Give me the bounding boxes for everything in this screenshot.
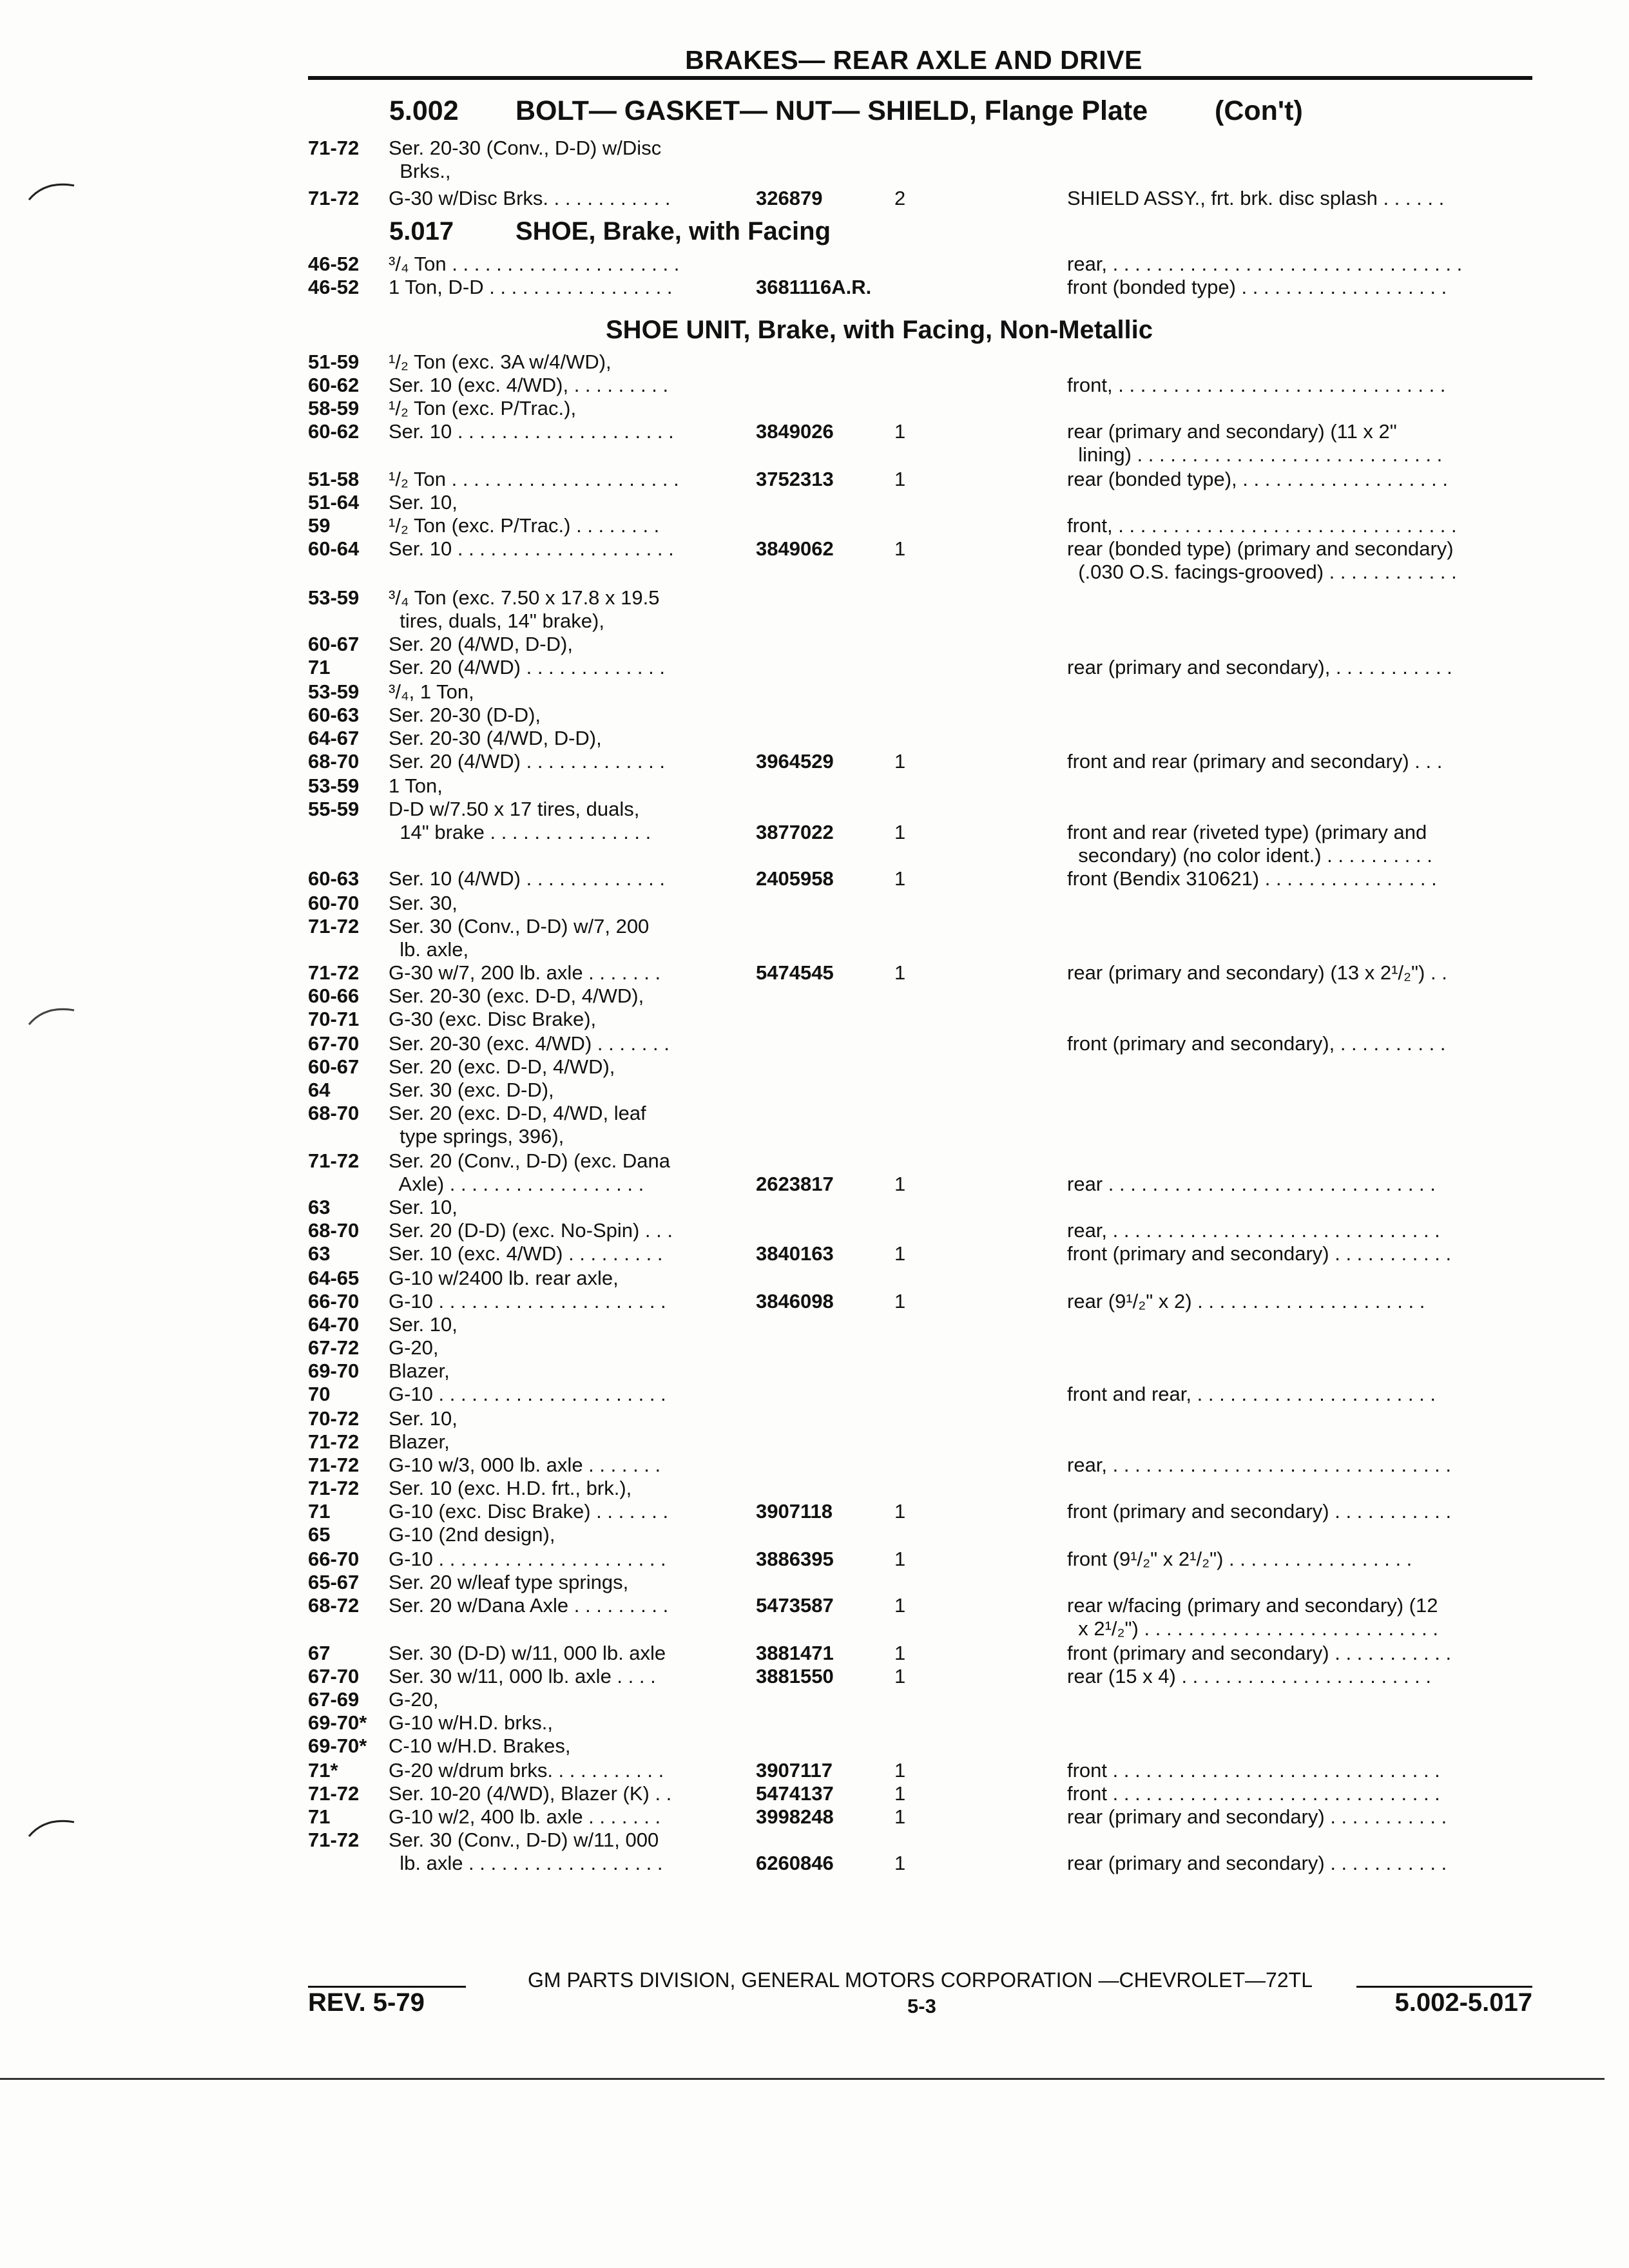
quantity-cell: 1 [894, 1500, 906, 1523]
year-range-cell: 53-59 [308, 774, 360, 797]
year-range-cell: 59 [308, 514, 331, 537]
table-row [308, 1523, 1532, 1546]
description-cell: (.030 O.S. facings-grooved) . . . . . . . . . . . . [1067, 561, 1457, 583]
table-row [308, 1173, 1532, 1196]
table-row [308, 1665, 1532, 1688]
quantity-cell: 1 [894, 1548, 906, 1570]
table-row [308, 1500, 1532, 1523]
model-cell: Ser. 20-30 (Conv., D-D) w/Disc [389, 137, 662, 159]
year-range-cell: 51-64 [308, 491, 360, 514]
description-cell: front and rear (primary and secondary) . . . [1067, 750, 1443, 773]
year-range-cell: 64-70 [308, 1313, 360, 1336]
table-row [308, 187, 1532, 210]
footer-revision: REV. 5-79 [308, 1988, 425, 2017]
table-row [308, 537, 1532, 561]
part-number-cell: 326879 [756, 187, 823, 209]
description-cell: front (9¹/₂" x 2¹/₂") . . . . . . . . . . . . . . . . . [1067, 1548, 1412, 1570]
quantity-cell: 1 [894, 867, 906, 890]
model-cell: ¹/₂ Ton (exc. P/Trac.), [389, 397, 577, 419]
year-range-cell: 60-67 [308, 633, 360, 655]
year-range-cell: 71* [308, 1759, 338, 1782]
table-row [308, 1735, 1532, 1758]
year-range-cell: 70 [308, 1383, 331, 1405]
section-cont-label: (Con't) [1215, 95, 1303, 126]
model-cell: G-10 (exc. Disc Brake) . . . . . . . [389, 1500, 669, 1523]
model-cell: Blazer, [389, 1430, 450, 1453]
table-row [308, 610, 1532, 633]
description-cell: x 2¹/₂") . . . . . . . . . . . . . . . . . . . . . . . . . . . [1067, 1617, 1438, 1640]
year-range-cell: 68-70 [308, 750, 360, 773]
description-cell: lining) . . . . . . . . . . . . . . . . . . . . . . . . . . . . [1067, 443, 1443, 466]
model-cell: Ser. 20 w/Dana Axle . . . . . . . . . [389, 1594, 669, 1617]
table-row [308, 397, 1532, 420]
year-range-cell: 68-70 [308, 1102, 360, 1124]
margin-mark-2 [26, 999, 77, 1031]
description-cell: rear (15 x 4) . . . . . . . . . . . . . . . . . . . . . . . [1067, 1665, 1432, 1687]
year-range-cell: 58-59 [308, 397, 360, 419]
year-range-cell: 66-70 [308, 1548, 360, 1570]
year-range-cell: 71-72 [308, 1829, 360, 1851]
table-row [308, 892, 1532, 915]
year-range-cell: 67-70 [308, 1665, 360, 1687]
description-cell: rear (9¹/₂" x 2) . . . . . . . . . . . . . . . . . . . . . [1067, 1290, 1425, 1312]
model-cell: Ser. 20-30 (exc. D-D, 4/WD), [389, 985, 644, 1007]
quantity-cell: 1 [894, 750, 906, 773]
year-range-cell: 71-72 [308, 1149, 360, 1172]
year-range-cell: 71-72 [308, 1782, 360, 1805]
description-cell: rear (primary and secondary) . . . . . . . . . . . [1067, 1852, 1447, 1874]
table-row [308, 514, 1532, 537]
table-row [308, 1079, 1532, 1102]
table-row [308, 1407, 1532, 1430]
part-number-cell: 2405958 [756, 867, 834, 890]
part-number-cell: 5474545 [756, 961, 834, 984]
description-cell: rear w/facing (primary and secondary) (12 [1067, 1594, 1438, 1617]
year-range-cell: 71-72 [308, 137, 360, 159]
table-row [308, 1383, 1532, 1406]
model-cell: Ser. 20 w/leaf type springs, [389, 1571, 629, 1593]
table-row [308, 1430, 1532, 1454]
quantity-cell: 1 [894, 468, 906, 490]
description-cell: front . . . . . . . . . . . . . . . . . . . . . . . . . . . . . . [1067, 1759, 1440, 1782]
part-number-cell: 3846098 [756, 1290, 834, 1312]
model-cell: Ser. 10, [389, 1407, 458, 1430]
part-number-cell: 3907118 [756, 1500, 833, 1523]
model-cell: Ser. 30 (Conv., D-D) w/11, 000 [389, 1829, 659, 1851]
model-cell: Ser. 10, [389, 1313, 458, 1336]
table-row [308, 1688, 1532, 1711]
description-cell: rear (primary and secondary), . . . . . . . . . . . [1067, 656, 1452, 678]
part-number-cell: 3881550 [756, 1665, 834, 1687]
year-range-cell: 46-52 [308, 253, 360, 275]
model-cell: G-10 w/H.D. brks., [389, 1711, 553, 1734]
model-cell: Ser. 10 (exc. 4/WD) . . . . . . . . . [389, 1242, 663, 1265]
quantity-cell: 1 [894, 537, 906, 560]
table-row [308, 1782, 1532, 1805]
table-row [308, 1571, 1532, 1594]
table-row [308, 1032, 1532, 1055]
model-cell: Ser. 30, [389, 892, 458, 914]
table-row [308, 680, 1532, 704]
table-row [308, 1125, 1532, 1148]
table-row [308, 633, 1532, 656]
quantity-cell: 1 [894, 1242, 906, 1265]
table-row [308, 867, 1532, 890]
quantity-cell: 1 [894, 1594, 906, 1617]
model-cell: Ser. 10-20 (4/WD), Blazer (K) . . [389, 1782, 672, 1805]
year-range-cell: 60-62 [308, 420, 360, 443]
quantity-cell: 1 [894, 420, 906, 443]
model-cell: Brks., [389, 160, 451, 182]
year-range-cell: 51-59 [308, 351, 360, 373]
year-range-cell: 60-66 [308, 985, 360, 1007]
model-cell: G-10 w/2, 400 lb. axle . . . . . . . [389, 1805, 661, 1828]
year-range-cell: 66-70 [308, 1290, 360, 1312]
quantity-cell: 1 [894, 1852, 906, 1874]
description-cell: front, . . . . . . . . . . . . . . . . . . . . . . . . . . . . . . . [1067, 514, 1457, 537]
part-number-cell: 3964529 [756, 750, 834, 773]
model-cell: Ser. 20-30 (4/WD, D-D), [389, 727, 602, 749]
table-row [308, 351, 1532, 374]
table-row [308, 1313, 1532, 1336]
model-cell: Ser. 30 (D-D) w/11, 000 lb. axle [389, 1642, 666, 1664]
model-cell: G-20 w/drum brks. . . . . . . . . . . [389, 1759, 664, 1782]
year-range-cell: 63 [308, 1196, 331, 1218]
table-row [308, 1642, 1532, 1665]
subsection-shoe-unit-title: SHOE UNIT, Brake, with Facing, Non-Metallic [606, 316, 1153, 344]
model-cell: lb. axle, [389, 938, 469, 961]
description-cell: rear (primary and secondary) (13 x 2¹/₂") . . [1067, 961, 1447, 984]
table-row [308, 253, 1532, 276]
description-cell: rear, . . . . . . . . . . . . . . . . . . . . . . . . . . . . . . [1067, 1219, 1440, 1242]
description-cell: front (Bendix 310621) . . . . . . . . . . . . . . . . [1067, 867, 1437, 890]
year-range-cell: 71 [308, 1805, 331, 1828]
model-cell: G-20, [389, 1336, 439, 1359]
model-cell: G-10 . . . . . . . . . . . . . . . . . . . . . [389, 1290, 666, 1312]
table-row [308, 374, 1532, 397]
model-cell: G-10 . . . . . . . . . . . . . . . . . . . . . [389, 1383, 666, 1405]
year-range-cell: 71 [308, 656, 331, 678]
description-cell: front . . . . . . . . . . . . . . . . . . . . . . . . . . . . . . [1067, 1782, 1440, 1805]
model-cell: Ser. 20 (4/WD) . . . . . . . . . . . . . [389, 656, 665, 678]
table-row [308, 1008, 1532, 1031]
table-row [308, 1290, 1532, 1313]
model-cell: G-10 w/3, 000 lb. axle . . . . . . . [389, 1454, 661, 1476]
description-cell: front and rear (riveted type) (primary and [1067, 821, 1427, 843]
description-cell: front and rear, . . . . . . . . . . . . . . . . . . . . . . [1067, 1383, 1436, 1405]
model-cell: Ser. 30 w/11, 000 lb. axle . . . . [389, 1665, 656, 1687]
model-cell: Ser. 20 (4/WD) . . . . . . . . . . . . . [389, 750, 665, 773]
table-row [308, 137, 1532, 160]
table-row [308, 491, 1532, 514]
year-range-cell: 60-63 [308, 704, 360, 726]
model-cell: Ser. 30 (exc. D-D), [389, 1079, 554, 1101]
model-cell: ³/₄ Ton (exc. 7.50 x 17.8 x 19.5 [389, 586, 660, 609]
year-range-cell: 60-63 [308, 867, 360, 890]
table-row [308, 1829, 1532, 1852]
model-cell: G-10 (2nd design), [389, 1523, 555, 1546]
part-number-cell: 3840163 [756, 1242, 834, 1265]
model-cell: Axle) . . . . . . . . . . . . . . . . . . [389, 1173, 644, 1195]
table-row [308, 276, 1532, 299]
year-range-cell: 68-72 [308, 1594, 360, 1617]
description-cell: front, . . . . . . . . . . . . . . . . . . . . . . . . . . . . . . [1067, 374, 1446, 396]
part-number-cell: 3849062 [756, 537, 834, 560]
bottom-rule [0, 2078, 1605, 2080]
year-range-cell: 60-64 [308, 537, 360, 560]
year-range-cell: 53-59 [308, 586, 360, 609]
model-cell: G-10 w/2400 lb. rear axle, [389, 1267, 619, 1289]
year-range-cell: 70-72 [308, 1407, 360, 1430]
description-cell: front (primary and secondary), . . . . . . . . . . [1067, 1032, 1446, 1055]
quantity-cell: 2 [894, 187, 906, 209]
table-row [308, 561, 1532, 584]
model-cell: Ser. 10, [389, 491, 458, 514]
model-cell: Ser. 20 (Conv., D-D) (exc. Dana [389, 1149, 671, 1172]
description-cell: rear (primary and secondary) (11 x 2" [1067, 420, 1397, 443]
part-number-cell: 3998248 [756, 1805, 834, 1828]
model-cell: Ser. 10 . . . . . . . . . . . . . . . . . . . . [389, 420, 674, 443]
description-cell: front (primary and secondary) . . . . . . . . . . . [1067, 1642, 1452, 1664]
year-range-cell: 71-72 [308, 1430, 360, 1453]
model-cell: Ser. 10 (exc. H.D. frt., brk.), [389, 1477, 632, 1499]
quantity-cell: 1 [894, 1173, 906, 1195]
model-cell: ¹/₂ Ton (exc. 3A w/4/WD), [389, 351, 612, 373]
quantity-cell: 1 [894, 1642, 906, 1664]
year-range-cell: 63 [308, 1242, 331, 1265]
table-row [308, 798, 1532, 821]
table-row [308, 1617, 1532, 1640]
model-cell: G-10 . . . . . . . . . . . . . . . . . . . . . [389, 1548, 666, 1570]
year-range-cell: 69-70 [308, 1360, 360, 1382]
margin-mark-3 [26, 1811, 77, 1843]
table-row [308, 1454, 1532, 1477]
table-row [308, 821, 1532, 844]
model-cell: Blazer, [389, 1360, 450, 1382]
part-number-cell: 3681116A.R. [756, 276, 872, 298]
part-number-cell: 6260846 [756, 1852, 834, 1874]
year-range-cell: 53-59 [308, 680, 360, 703]
quantity-cell: 1 [894, 821, 906, 843]
model-cell: Ser. 20-30 (exc. 4/WD) . . . . . . . [389, 1032, 670, 1055]
table-row [308, 938, 1532, 961]
year-range-cell: 67-70 [308, 1032, 360, 1055]
table-row [308, 1102, 1532, 1125]
table-row [308, 1360, 1532, 1383]
description-cell: front (primary and secondary) . . . . . . . . . . . [1067, 1242, 1452, 1265]
table-row [308, 1242, 1532, 1265]
part-number-cell: 3907117 [756, 1759, 833, 1782]
description-cell: secondary) (no color ident.) . . . . . . . . . . [1067, 844, 1432, 867]
description-cell: front (primary and secondary) . . . . . . . . . . . [1067, 1500, 1452, 1523]
model-cell: tires, duals, 14" brake), [389, 610, 604, 632]
year-range-cell: 46-52 [308, 276, 360, 298]
description-cell: rear . . . . . . . . . . . . . . . . . . . . . . . . . . . . . . [1067, 1173, 1436, 1195]
section-number-5002: 5.002 [389, 95, 459, 126]
quantity-cell: 1 [894, 1759, 906, 1782]
table-row [308, 1336, 1532, 1360]
part-number-cell: 5474137 [756, 1782, 834, 1805]
model-cell: G-30 w/7, 200 lb. axle . . . . . . . [389, 961, 661, 984]
model-cell: Ser. 10 (4/WD) . . . . . . . . . . . . . [389, 867, 665, 890]
table-row [308, 160, 1532, 183]
table-row [308, 1477, 1532, 1500]
table-row [308, 1219, 1532, 1242]
year-range-cell: 65-67 [308, 1571, 360, 1593]
year-range-cell: 71-72 [308, 915, 360, 937]
year-range-cell: 71-72 [308, 1454, 360, 1476]
model-cell: 14" brake . . . . . . . . . . . . . . . [389, 821, 651, 843]
year-range-cell: 71 [308, 1500, 331, 1523]
part-number-cell: 2623817 [756, 1173, 834, 1195]
model-cell: D-D w/7.50 x 17 tires, duals, [389, 798, 640, 820]
model-cell: Ser. 20 (4/WD, D-D), [389, 633, 573, 655]
model-cell: C-10 w/H.D. Brakes, [389, 1735, 571, 1757]
table-row [308, 961, 1532, 985]
quantity-cell: 1 [894, 1805, 906, 1828]
part-number-cell: 3881471 [756, 1642, 834, 1664]
part-number-cell: 3877022 [756, 821, 834, 843]
table-row [308, 985, 1532, 1008]
table-row [308, 727, 1532, 750]
table-row [308, 420, 1532, 443]
year-range-cell: 67-69 [308, 1688, 360, 1711]
model-cell: G-30 w/Disc Brks. . . . . . . . . . . . [389, 187, 671, 209]
table-row [308, 1149, 1532, 1173]
model-cell: Ser. 20 (exc. D-D, 4/WD), [389, 1055, 615, 1078]
table-row [308, 750, 1532, 773]
table-row [308, 656, 1532, 679]
table-row [308, 704, 1532, 727]
table-row [308, 1594, 1532, 1617]
description-cell: rear (bonded type) (primary and secondary) [1067, 537, 1454, 560]
margin-mark-1 [26, 174, 77, 206]
model-cell: G-20, [389, 1688, 439, 1711]
page-header: BRAKES— REAR AXLE AND DRIVE [685, 45, 1142, 75]
year-range-cell: 65 [308, 1523, 331, 1546]
table-row [308, 468, 1532, 491]
model-cell: lb. axle . . . . . . . . . . . . . . . . . . [389, 1852, 663, 1874]
model-cell: G-30 (exc. Disc Brake), [389, 1008, 597, 1030]
footer-section-range: 5.002-5.017 [1394, 1988, 1532, 2017]
model-cell: ³/₄ Ton . . . . . . . . . . . . . . . . . . . . . [389, 253, 680, 275]
section-title-5002: BOLT— GASKET— NUT— SHIELD, Flange Plate [516, 95, 1148, 126]
model-cell: Ser. 30 (Conv., D-D) w/7, 200 [389, 915, 650, 937]
table-row [308, 443, 1532, 466]
quantity-cell: 1 [894, 1290, 906, 1312]
model-cell: Ser. 20-30 (D-D), [389, 704, 541, 726]
model-cell: ¹/₂ Ton . . . . . . . . . . . . . . . . . . . . . [389, 468, 679, 490]
model-cell: Ser. 20 (D-D) (exc. No-Spin) . . . [389, 1219, 673, 1242]
description-cell: rear, . . . . . . . . . . . . . . . . . . . . . . . . . . . . . . . [1067, 1454, 1452, 1476]
year-range-cell: 67-72 [308, 1336, 360, 1359]
model-cell: Ser. 10, [389, 1196, 458, 1218]
model-cell: Ser. 10 (exc. 4/WD), . . . . . . . . . [389, 374, 669, 396]
model-cell: Ser. 20 (exc. D-D, 4/WD, leaf [389, 1102, 646, 1124]
header-rule [308, 76, 1532, 80]
table-row [308, 1055, 1532, 1079]
year-range-cell: 67 [308, 1642, 331, 1664]
table-row [308, 1711, 1532, 1735]
year-range-cell: 64 [308, 1079, 331, 1101]
model-cell: type springs, 396), [389, 1125, 564, 1148]
quantity-cell: 1 [894, 961, 906, 984]
quantity-cell: 1 [894, 1782, 906, 1805]
model-cell: ¹/₂ Ton (exc. P/Trac.) . . . . . . . . [389, 514, 660, 537]
year-range-cell: 71-72 [308, 1477, 360, 1499]
table-row [308, 1267, 1532, 1290]
quantity-cell: 1 [894, 1665, 906, 1687]
footer-publisher: GM PARTS DIVISION, GENERAL MOTORS CORPORATION —CHEVROLET—72TL [528, 1968, 1313, 1992]
part-number-cell: 3849026 [756, 420, 834, 443]
year-range-cell: 69-70* [308, 1711, 367, 1734]
year-range-cell: 60-67 [308, 1055, 360, 1078]
model-cell: ³/₄, 1 Ton, [389, 680, 474, 703]
year-range-cell: 51-58 [308, 468, 360, 490]
year-range-cell: 71-72 [308, 961, 360, 984]
part-number-cell: 5473587 [756, 1594, 834, 1617]
year-range-cell: 71-72 [308, 187, 360, 209]
model-cell: Ser. 10 . . . . . . . . . . . . . . . . . . . . [389, 537, 674, 560]
description-cell: rear (bonded type), . . . . . . . . . . . . . . . . . . . [1067, 468, 1448, 490]
year-range-cell: 60-70 [308, 892, 360, 914]
year-range-cell: 68-70 [308, 1219, 360, 1242]
model-cell: 1 Ton, D-D . . . . . . . . . . . . . . . . . [389, 276, 673, 298]
table-row [308, 1548, 1532, 1571]
footer-page-number: 5-3 [907, 1995, 936, 2017]
description-cell: SHIELD ASSY., frt. brk. disc splash . . . . . . [1067, 187, 1445, 209]
table-row [308, 1196, 1532, 1219]
table-row [308, 915, 1532, 938]
part-number-cell: 3752313 [756, 468, 834, 490]
part-number-cell: 3886395 [756, 1548, 834, 1570]
table-row [308, 774, 1532, 798]
section-title-5017: SHOE, Brake, with Facing [516, 217, 831, 245]
section-number-5017: 5.017 [389, 217, 454, 245]
table-row [308, 844, 1532, 867]
year-range-cell: 60-62 [308, 374, 360, 396]
table-row [308, 586, 1532, 610]
table-row [308, 1759, 1532, 1782]
description-cell: front (bonded type) . . . . . . . . . . . . . . . . . . . [1067, 276, 1447, 298]
year-range-cell: 55-59 [308, 798, 360, 820]
table-row [308, 1805, 1532, 1829]
year-range-cell: 69-70* [308, 1735, 367, 1757]
year-range-cell: 64-67 [308, 727, 360, 749]
description-cell: rear, . . . . . . . . . . . . . . . . . . . . . . . . . . . . . . . . [1067, 253, 1463, 275]
description-cell: rear (primary and secondary) . . . . . . . . . . . [1067, 1805, 1447, 1828]
year-range-cell: 64-65 [308, 1267, 360, 1289]
model-cell: 1 Ton, [389, 774, 443, 797]
table-row [308, 1852, 1532, 1875]
year-range-cell: 70-71 [308, 1008, 360, 1030]
